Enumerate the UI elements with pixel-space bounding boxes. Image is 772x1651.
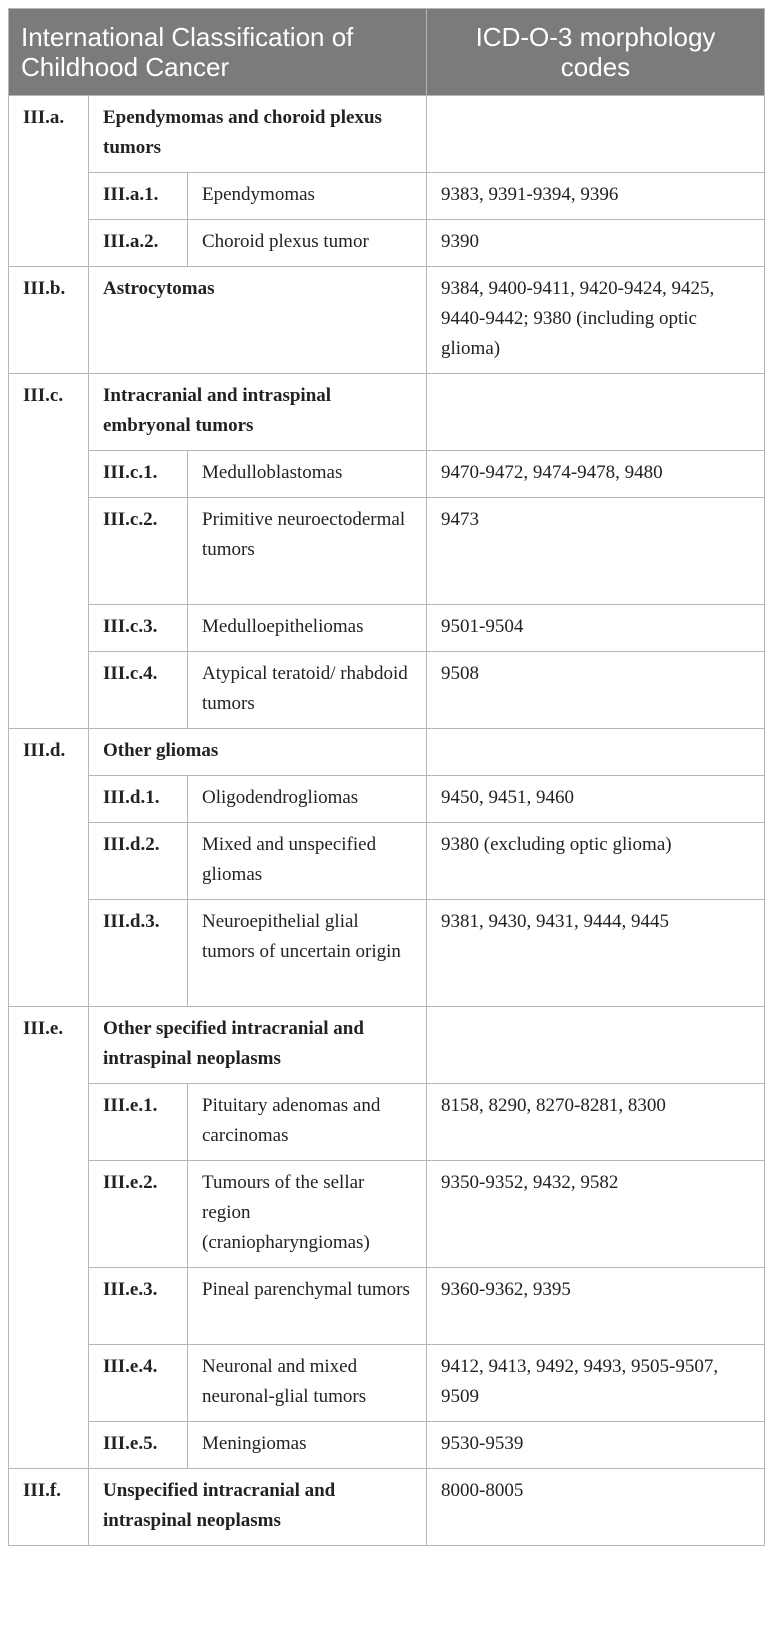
group-name: Other gliomas — [89, 729, 427, 776]
sub-codes: 9381, 9430, 9431, 9444, 9445 — [427, 900, 765, 1007]
table-row — [9, 1161, 765, 1268]
sub-name: Neuroepithelial glial tumors of uncertain origin — [188, 900, 427, 1007]
sub-code: III.e.1. — [89, 1084, 188, 1161]
sub-code: III.c.4. — [89, 652, 188, 729]
sub-code: III.d.1. — [89, 776, 188, 823]
sub-codes: 9470-9472, 9474-9478, 9480 — [427, 451, 765, 498]
sub-code: III.c.2. — [89, 498, 188, 605]
group-codes — [427, 374, 765, 451]
sub-name: Choroid plexus tumor — [188, 220, 427, 267]
group-codes — [427, 729, 765, 776]
group-codes — [427, 96, 765, 173]
group-code: III.f. — [9, 1469, 89, 1546]
sub-name: Mixed and unspecified gliomas — [188, 823, 427, 900]
sub-codes: 9380 (excluding optic glioma) — [427, 823, 765, 900]
sub-code: III.c.1. — [89, 451, 188, 498]
sub-name: Atypical teratoid/ rhabdoid tumors — [188, 652, 427, 729]
sub-codes: 9360-9362, 9395 — [427, 1268, 765, 1345]
sub-codes: 9508 — [427, 652, 765, 729]
sub-codes: 9473 — [427, 498, 765, 605]
table-row — [9, 374, 765, 451]
table-row — [9, 220, 765, 267]
sub-codes: 9383, 9391-9394, 9396 — [427, 173, 765, 220]
header-classification: International Classification of Childhood Cancer — [9, 9, 427, 96]
table-row — [9, 498, 765, 605]
table-row — [9, 451, 765, 498]
group-name: Unspecified intracranial and intraspinal neoplasms — [89, 1469, 427, 1546]
table-row — [9, 1084, 765, 1161]
sub-name: Oligodendrogliomas — [188, 776, 427, 823]
sub-name: Ependymomas — [188, 173, 427, 220]
table-row — [9, 729, 765, 776]
sub-codes: 9530-9539 — [427, 1422, 765, 1469]
group-code: III.c. — [9, 374, 89, 729]
sub-name: Meningiomas — [188, 1422, 427, 1469]
group-name: Other specified intracranial and intraspinal neoplasms — [89, 1007, 427, 1084]
sub-code: III.e.5. — [89, 1422, 188, 1469]
sub-code: III.e.2. — [89, 1161, 188, 1268]
sub-name: Medulloblastomas — [188, 451, 427, 498]
table-row — [9, 652, 765, 729]
sub-name: Neuronal and mixed neuronal-glial tumors — [188, 1345, 427, 1422]
table-row — [9, 1007, 765, 1084]
table-row — [9, 173, 765, 220]
table-row — [9, 776, 765, 823]
sub-codes: 9412, 9413, 9492, 9493, 9505-9507, 9509 — [427, 1345, 765, 1422]
group-name: Ependymomas and choroid plexus tumors — [89, 96, 427, 173]
sub-codes: 9450, 9451, 9460 — [427, 776, 765, 823]
sub-code: III.d.3. — [89, 900, 188, 1007]
sub-code: III.e.3. — [89, 1268, 188, 1345]
header-morphology-codes: ICD-O-3 morphology codes — [427, 9, 765, 96]
table-row — [9, 900, 765, 1007]
sub-code: III.d.2. — [89, 823, 188, 900]
group-code: III.b. — [9, 267, 89, 374]
group-code: III.a. — [9, 96, 89, 267]
group-code: III.d. — [9, 729, 89, 1007]
table-row — [9, 267, 765, 374]
group-name: Intracranial and intraspinal embryonal tumors — [89, 374, 427, 451]
header-row — [9, 9, 765, 96]
sub-name: Primitive neuroectodermal tumors — [188, 498, 427, 605]
table-row — [9, 823, 765, 900]
sub-codes: 8158, 8290, 8270-8281, 8300 — [427, 1084, 765, 1161]
sub-code: III.a.2. — [89, 220, 188, 267]
table-row — [9, 1422, 765, 1469]
table-row — [9, 1345, 765, 1422]
group-code: III.e. — [9, 1007, 89, 1469]
table-row — [9, 1469, 765, 1546]
sub-name: Pineal parenchymal tumors — [188, 1268, 427, 1345]
sub-name: Medulloepitheliomas — [188, 605, 427, 652]
table-row — [9, 96, 765, 173]
sub-code: III.a.1. — [89, 173, 188, 220]
sub-code: III.e.4. — [89, 1345, 188, 1422]
sub-codes: 9501-9504 — [427, 605, 765, 652]
sub-name: Tumours of the sellar region (craniopharyngiomas) — [188, 1161, 427, 1268]
group-name: Astrocytomas — [89, 267, 427, 374]
group-codes: 9384, 9400-9411, 9420-9424, 9425, 9440-9442; 9380 (including optic glioma) — [427, 267, 765, 374]
sub-codes: 9350-9352, 9432, 9582 — [427, 1161, 765, 1268]
sub-code: III.c.3. — [89, 605, 188, 652]
classification-table — [8, 8, 765, 1546]
group-codes: 8000-8005 — [427, 1469, 765, 1546]
sub-codes: 9390 — [427, 220, 765, 267]
table-row — [9, 605, 765, 652]
group-codes — [427, 1007, 765, 1084]
sub-name: Pituitary adenomas and carcinomas — [188, 1084, 427, 1161]
table-row — [9, 1268, 765, 1345]
